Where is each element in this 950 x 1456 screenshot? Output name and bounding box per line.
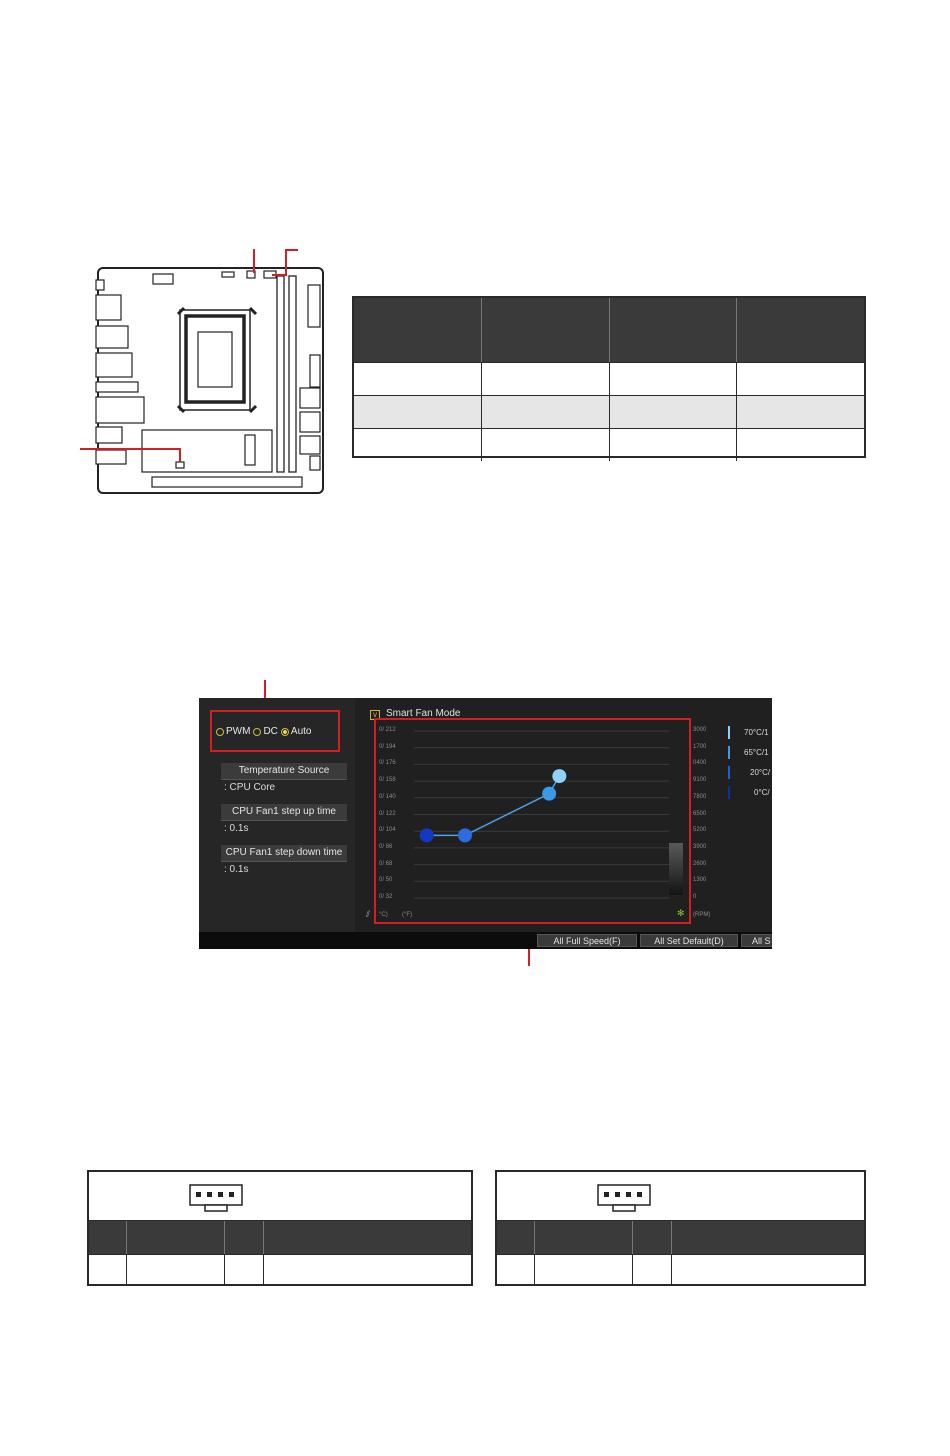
step-down-time-button[interactable]: CPU Fan1 step down time [221, 845, 347, 862]
table-cell [225, 1255, 264, 1286]
table-row [89, 1255, 471, 1286]
temperature-tick: 0/ 86 [379, 843, 393, 850]
step-up-time-value: : 0.1s [224, 823, 249, 834]
temperature-source-button[interactable]: Temperature Source [221, 763, 347, 780]
temperature-tick: 0/ 140 [379, 793, 396, 800]
four-pin-connector-icon [189, 1184, 243, 1212]
table-cell [672, 1255, 864, 1286]
header-cell [354, 298, 482, 362]
radio-dc-label: DC [263, 726, 278, 737]
radio-pwm[interactable] [216, 728, 224, 736]
all-set-button[interactable]: All S [741, 934, 772, 947]
table-cell [737, 363, 864, 395]
step-up-time-button[interactable]: CPU Fan1 step up time [221, 804, 347, 821]
rpm-tick: 5200 [693, 827, 707, 834]
table-cell [610, 396, 738, 428]
table-cell [354, 396, 482, 428]
temperature-unit: (°F) [402, 912, 413, 918]
connector-diagram-cell [497, 1172, 864, 1221]
header-cell [225, 1221, 264, 1254]
rpm-tick: 2600 [693, 860, 707, 867]
header-cell [127, 1221, 225, 1254]
temperature-tick: 0/ 194 [379, 743, 396, 750]
table-cell [354, 429, 482, 461]
header-cell [482, 298, 610, 362]
radio-auto-label: Auto [290, 726, 312, 737]
step-down-time-value: : 0.1s [224, 864, 249, 875]
legend-label: 20°C/ [750, 768, 771, 777]
rpm-tick: 1700 [693, 743, 707, 750]
all-full-speed-button[interactable]: All Full Speed(F) [537, 934, 637, 947]
table-row [497, 1255, 864, 1286]
all-set-default-button[interactable]: All Set Default(D) [640, 934, 738, 947]
temperature-unit-left: °C) [379, 912, 388, 918]
rpm-tick: 0 [693, 894, 697, 900]
rpm-tick: 3900 [693, 843, 707, 850]
temperature-tick: 0/ 32 [379, 894, 393, 900]
table-cell [535, 1255, 633, 1286]
table-cell [482, 429, 610, 461]
rpm-tick: 0400 [693, 760, 707, 767]
table-cell [482, 363, 610, 395]
thermometer-icon: ⫽ [366, 909, 371, 919]
legend-swatch [728, 766, 730, 779]
radio-auto[interactable] [281, 728, 289, 736]
connector-pinout-table-left [87, 1170, 473, 1286]
connector-diagram-cell [89, 1172, 471, 1221]
motherboard-diagram [60, 240, 350, 500]
rpm-tick: 1300 [693, 877, 707, 884]
temperature-tick: 0/ 176 [379, 760, 396, 767]
table-row [354, 395, 864, 428]
motherboard-outline [60, 240, 350, 500]
table-cell [354, 363, 482, 395]
table-cell [737, 396, 864, 428]
fan-icon: ✻ [677, 908, 685, 918]
temperature-tick: 0/ 68 [379, 860, 393, 867]
four-pin-connector-icon [597, 1184, 651, 1212]
table-cell [737, 429, 864, 461]
connector-pinout-table-right [495, 1170, 866, 1286]
header-cell [633, 1221, 672, 1254]
rpm-tick: 9100 [693, 777, 707, 784]
table-cell [610, 429, 738, 461]
temperature-source-value: : CPU Core [224, 782, 276, 793]
rpm-tick: 3000 [693, 727, 707, 733]
table-cell [89, 1255, 127, 1286]
temperature-tick: 0/ 122 [379, 810, 396, 817]
rpm-tick: 7800 [693, 793, 707, 800]
table-cell [610, 363, 738, 395]
pinout-header-row [497, 1221, 864, 1255]
legend-swatch [728, 786, 730, 799]
radio-pwm-label: PWM [226, 726, 251, 737]
table-cell [264, 1255, 471, 1286]
header-cell [264, 1221, 471, 1254]
legend-swatch [728, 726, 730, 739]
header-cell [89, 1221, 127, 1254]
fan-connector-table [352, 296, 866, 458]
legend-label: 65°C/1 [744, 748, 769, 757]
header-cell [672, 1221, 864, 1254]
fan-mode-radio-group [216, 726, 314, 737]
fan-curve-highlight [374, 718, 691, 924]
legend-swatch [728, 746, 730, 759]
smart-fan-label: Smart Fan Mode [386, 708, 461, 719]
table-header-row [354, 298, 864, 362]
pinout-header-row [89, 1221, 471, 1255]
table-row [354, 362, 864, 395]
legend-label: 0°C/ [754, 788, 770, 797]
table-cell [127, 1255, 225, 1286]
header-cell [737, 298, 864, 362]
radio-dc[interactable] [253, 728, 261, 736]
temperature-tick: 0/ 50 [379, 877, 393, 884]
smart-fan-checkbox[interactable]: v [370, 710, 380, 720]
table-cell [633, 1255, 672, 1286]
temperature-tick: 0/ 158 [379, 777, 396, 784]
header-cell [610, 298, 738, 362]
bios-fan-screenshot [199, 698, 772, 949]
table-row [354, 428, 864, 461]
fan-speed-meter [669, 843, 683, 895]
header-cell [535, 1221, 633, 1254]
table-cell [482, 396, 610, 428]
rpm-tick: 6500 [693, 810, 707, 817]
temperature-tick: 0/ 212 [379, 727, 396, 733]
header-cell [497, 1221, 535, 1254]
rpm-unit: (RPM) [693, 912, 711, 918]
temperature-tick: 0/ 104 [379, 827, 396, 834]
table-cell [497, 1255, 535, 1286]
legend-label: 70°C/1 [744, 728, 769, 737]
